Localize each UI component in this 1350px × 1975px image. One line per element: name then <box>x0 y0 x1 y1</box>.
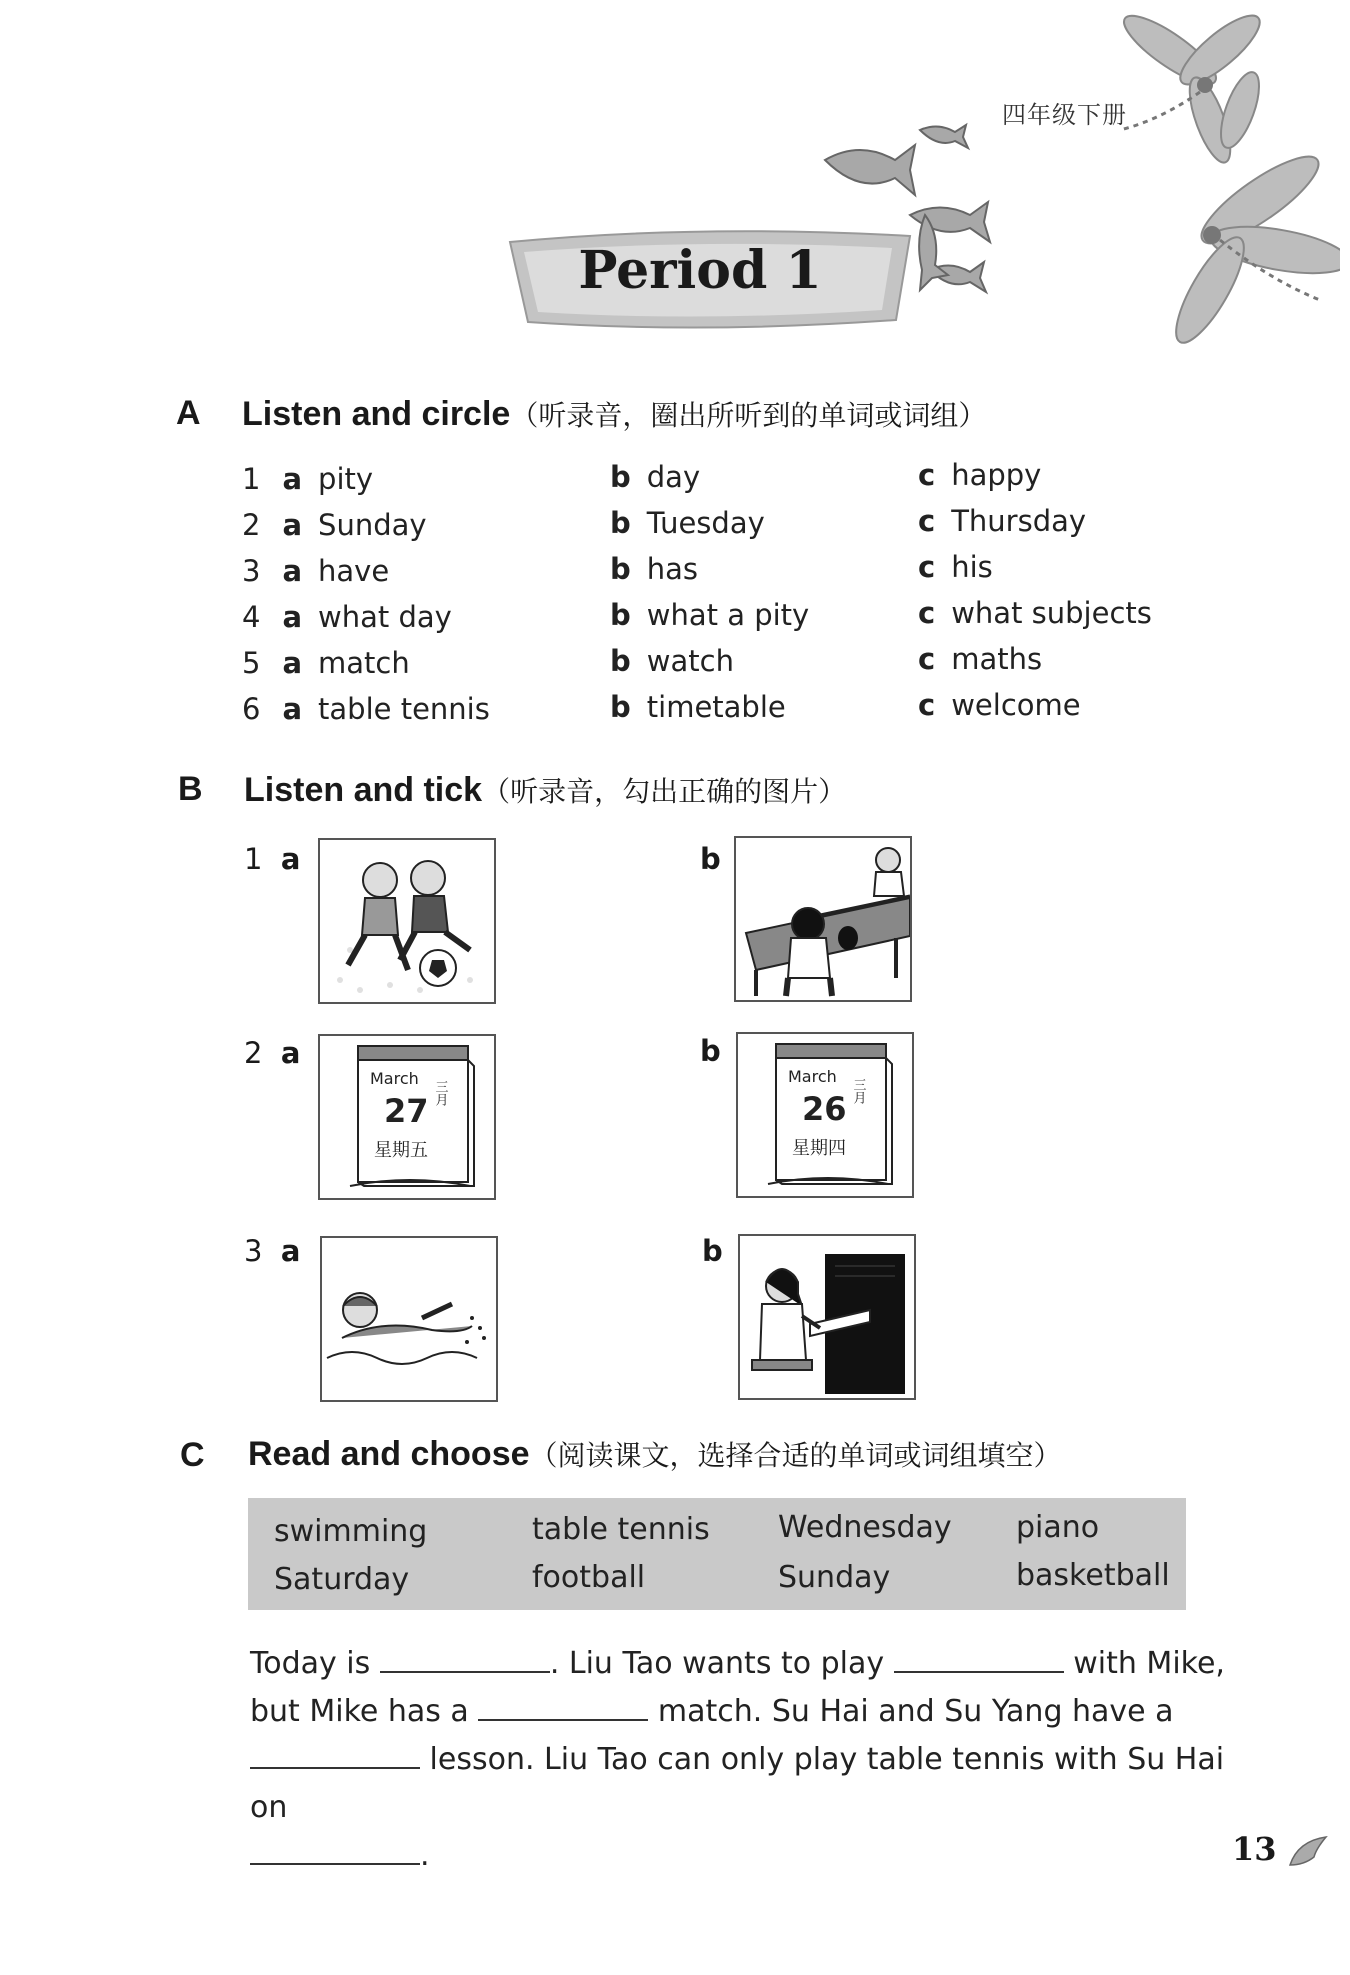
calendar-month-cn: 三月 <box>850 1078 866 1104</box>
option-b[interactable]: what a pity <box>646 598 810 632</box>
section-c-title-cn: （阅读课文，选择合适的单词或词组填空） <box>529 1440 1062 1471</box>
option-a[interactable]: table tennis <box>318 692 490 726</box>
calendar-day: 26 <box>802 1090 847 1128</box>
section-c-title-en: Read and choose <box>248 1435 530 1473</box>
section-a-title-en: Listen and circle <box>242 395 511 433</box>
list-item: 2 a Sunday <box>242 508 427 542</box>
leaf-icon <box>1288 1835 1328 1869</box>
calendar-icon[interactable] <box>736 1032 914 1198</box>
calendar-month: March <box>788 1067 837 1086</box>
paragraph-line: but Mike has a match. Su Hai and Su Yang have a <box>250 1688 1250 1736</box>
section-a-letter: A <box>176 394 201 432</box>
option-a[interactable]: pity <box>318 462 374 496</box>
calendar-icon[interactable] <box>318 1034 496 1200</box>
list-item: b what a pity <box>610 598 810 632</box>
option-b-label: b <box>700 842 721 876</box>
option-a[interactable]: what day <box>318 600 452 634</box>
word-bank-item: Wednesday <box>778 1510 952 1545</box>
option-a[interactable]: Sunday <box>318 508 427 542</box>
option-b[interactable]: day <box>646 460 701 494</box>
list-item: c welcome <box>918 688 1081 722</box>
item-number: 2 a <box>244 1036 301 1070</box>
calendar-month: March <box>370 1069 419 1088</box>
swimmer-icon[interactable] <box>320 1236 498 1402</box>
option-a[interactable]: have <box>318 554 390 588</box>
option-b[interactable]: has <box>646 552 699 586</box>
item-number: 1 a <box>244 842 301 876</box>
football-players-icon[interactable] <box>318 838 496 1004</box>
list-item: 6 a table tennis <box>242 692 490 726</box>
piano-player-icon[interactable] <box>738 1234 916 1400</box>
paragraph-line: Today is . Liu Tao wants to play with Mike, <box>250 1640 1250 1688</box>
list-item: c his <box>918 550 993 584</box>
word-bank-item: Sunday <box>778 1560 891 1595</box>
list-item: c what subjects <box>918 596 1152 630</box>
cloze-paragraph <box>250 1640 1250 1880</box>
section-b-title-en: Listen and tick <box>244 771 483 809</box>
list-item: 5 a match <box>242 646 410 680</box>
option-c[interactable]: happy <box>951 458 1042 492</box>
option-b[interactable]: watch <box>646 644 734 678</box>
page-title: Period 1 <box>578 240 822 301</box>
list-item: 4 a what day <box>242 600 452 634</box>
calendar-day: 27 <box>384 1092 429 1130</box>
list-item: 3 a have <box>242 554 390 588</box>
option-b-label: b <box>702 1234 723 1268</box>
list-item: b timetable <box>610 690 786 724</box>
word-bank-item: basketball <box>1016 1558 1170 1593</box>
word-bank-item: football <box>532 1560 646 1595</box>
paragraph-line: . <box>250 1832 1250 1880</box>
option-a[interactable]: match <box>318 646 410 680</box>
option-c[interactable]: maths <box>951 642 1043 676</box>
word-bank-item: piano <box>1016 1510 1100 1545</box>
list-item: b has <box>610 552 699 586</box>
grade-label: 四年级下册 <box>1002 101 1127 129</box>
option-c[interactable]: Thursday <box>951 504 1087 538</box>
list-item: b watch <box>610 644 734 678</box>
option-b-label: b <box>700 1034 721 1068</box>
item-number: 3 a <box>244 1234 301 1268</box>
list-item: c happy <box>918 458 1042 492</box>
word-bank-item: table tennis <box>532 1512 710 1547</box>
option-b[interactable]: timetable <box>646 690 786 724</box>
section-a-title <box>242 394 986 434</box>
calendar-month-cn: 三月 <box>432 1080 448 1106</box>
section-c-letter: C <box>180 1436 205 1474</box>
section-a-title-cn: （听录音，圈出所听到的单词或词组） <box>510 400 987 431</box>
option-c[interactable]: what subjects <box>951 596 1152 630</box>
word-bank-item: Saturday <box>274 1562 410 1597</box>
blank-input[interactable] <box>894 1641 1064 1673</box>
list-item: b Tuesday <box>610 506 765 540</box>
blank-input[interactable] <box>478 1689 648 1721</box>
option-c[interactable]: welcome <box>951 688 1081 722</box>
section-c-title <box>248 1434 1062 1474</box>
blank-input[interactable] <box>250 1833 420 1865</box>
list-item: b day <box>610 460 701 494</box>
word-bank <box>248 1498 1186 1610</box>
calendar-weekday: 星期五 <box>374 1140 428 1161</box>
word-bank-item: swimming <box>274 1514 428 1549</box>
option-b[interactable]: Tuesday <box>646 506 765 540</box>
blank-input[interactable] <box>380 1641 550 1673</box>
list-item: c maths <box>918 642 1043 676</box>
page-number: 13 <box>1232 1830 1328 1869</box>
option-c[interactable]: his <box>951 550 993 584</box>
blank-input[interactable] <box>250 1737 420 1769</box>
table-tennis-players-icon[interactable] <box>734 836 912 1002</box>
paragraph-line: lesson. Liu Tao can only play table tennis with Su Hai on <box>250 1736 1250 1832</box>
list-item: c Thursday <box>918 504 1087 538</box>
list-item: 1 a pity <box>242 462 374 496</box>
section-b-title-cn: （听录音，勾出正确的图片） <box>482 776 847 807</box>
calendar-weekday: 星期四 <box>792 1138 846 1159</box>
section-b-letter: B <box>178 770 203 808</box>
section-b-title <box>244 770 846 810</box>
